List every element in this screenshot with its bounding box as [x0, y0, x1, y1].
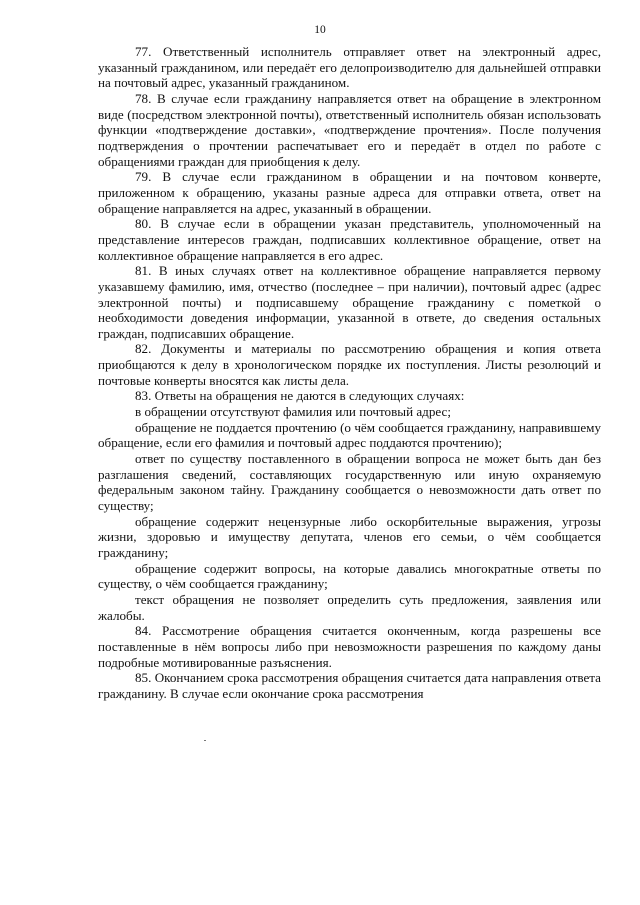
- paragraph-78: 78. В случае если гражданину направляется ответ на обращение в электронном виде (посредством электронной почты), ответственный исполнитель обязан использовать функции «подтверждение доставки», «подтверждение прочтения». После получения подтверждения о прочтении распечатывает его и передаёт в отдел по работе с обращениями граждан для приобщения к делу.: [98, 90, 601, 169]
- paragraph-81: 81. В иных случаях ответ на коллективное обращение направляется первому указавшему фамилию, имя, отчество (последнее – при наличии), почтовый адрес (адрес электронной почты) и подписавшему обращение гражданину с пометкой о необходимости доведения информации, указанной в ответе, до сведения остальных граждан, подписавших обращение.: [98, 263, 601, 341]
- paragraph-77: 77. Ответственный исполнитель отправляет ответ на электронный адрес, указанный гражданином, или передаёт его делопроизводителю для дальнейшей отправки на почтовый адрес, указанный гражданином.: [98, 44, 601, 91]
- paragraph-83-item-6: текст обращения не позволяет определить суть предложения, заявления или жалобы.: [98, 591, 601, 623]
- document-body: [98, 44, 601, 702]
- paragraph-83-item-1: в обращении отсутствуют фамилия или почтовый адрес;: [135, 404, 451, 420]
- paragraph-84: 84. Рассмотрение обращения считается оконченным, когда разрешены все поставленные в нём вопросы либо при невозможности разрешения по каждому даны подробные мотивированные разъяснения.: [98, 623, 601, 670]
- paragraph-83-item-2: обращение не поддается прочтению (о чём сообщается гражданину, направившему обращение, если его фамилия и почтовый адрес поддаются прочтению);: [98, 419, 601, 451]
- paragraph-85: 85. Окончанием срока рассмотрения обращения считается дата направления ответа гражданину. В случае если окончание срока рассмотрения: [98, 670, 601, 701]
- paragraph-83-item-4: обращение содержит нецензурные либо оскорбительные выражения, угрозы жизни, здоровью и имуществу депутата, членов его семьи, о чём сообщается гражданину;: [98, 513, 601, 560]
- paragraph-83-item-5: обращение содержит вопросы, на которые давались многократные ответы по существу, о чём сообщается гражданину;: [98, 560, 601, 592]
- paragraph-83-item-3: ответ по существу поставленного в обращении вопроса не может быть дан без разглашения сведений, составляющих государственную или иную охраняемую федеральным законом тайну. Гражданину сообщается о невозможности дать ответ по существу;: [98, 451, 601, 514]
- paragraph-83: 83. Ответы на обращения не даются в следующих случаях:: [135, 388, 465, 404]
- paragraph-79: 79. В случае если гражданином в обращении и на почтовом конверте, приложенном к обращению, указаны разные адреса для отправки ответа, ответ на обращение направляется на адрес, указанный в обращении.: [98, 169, 601, 216]
- page-number: 10: [314, 24, 326, 36]
- paragraph-80: 80. В случае если в обращении указан представитель, уполномоченный на представление интересов граждан, подписавших коллективное обращение, ответ на коллективное обращение направляется в его адрес.: [98, 216, 601, 263]
- scan-speck: [204, 740, 206, 741]
- paragraph-82: 82. Документы и материалы по рассмотрению обращения и копия ответа приобщаются к делу в хронологическом порядке их поступления. Листы резолюций и почтовые конверты вносятся как листы дела.: [98, 341, 601, 388]
